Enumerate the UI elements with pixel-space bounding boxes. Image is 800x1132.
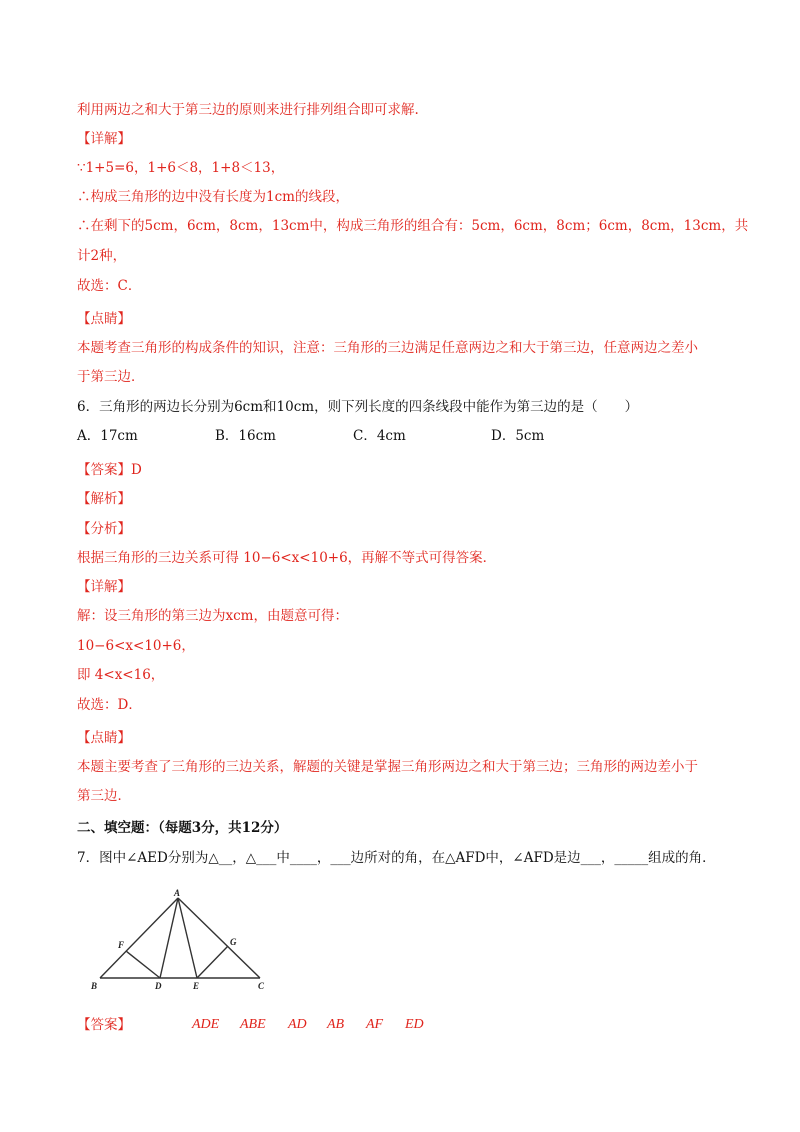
line-7: 故选：C． xyxy=(77,278,142,294)
option-d: D．5cm xyxy=(491,428,545,444)
answer-7-item: ED xyxy=(405,1017,424,1032)
triangle-figure xyxy=(85,888,285,1003)
question-6: 6．三角形的两边长分别为6cm和10cm，则下列长度的四条线段中能作为第三边的是（ ） xyxy=(77,399,639,415)
line-13: 10−6<x<10+6， xyxy=(77,638,195,654)
point-label-b: B xyxy=(91,981,98,991)
answer-7-item: ADE xyxy=(192,1017,220,1032)
point-label-g: G xyxy=(230,937,237,947)
line-11: 根据三角形的三边关系可得 10−6<x<10+6，再解不等式可得答案． xyxy=(77,550,497,566)
line-12: 解：设三角形的第三边为xcm，由题意可得： xyxy=(77,608,348,624)
section-title: 二、填空题：（每题3分，共12分） xyxy=(77,820,288,836)
answer-7-item: ABE xyxy=(240,1017,266,1032)
answer-7-item: AF xyxy=(366,1017,384,1032)
line-14: 即 4<x<16， xyxy=(77,667,165,683)
heading-analysis: 【解析】 xyxy=(77,491,131,507)
answer-7-label: 【答案】 xyxy=(77,1017,131,1033)
answer-7-item: AB xyxy=(327,1017,345,1032)
line-16: 本题主要考查了三角形的三边关系，解题的关键是掌握三角形两边之和大于第三边；三角形的两边差小于 xyxy=(77,759,698,775)
heading-comment: 【点睛】 xyxy=(77,311,131,327)
option-b: B．16cm xyxy=(215,428,276,444)
question-7: 7．图中∠AED分别为△__，△___中____，___边所对的角，在△AFD中，∠AFD是边___，_____组成的角． xyxy=(77,850,716,866)
line-5: ∴在剩下的5cm，6cm，8cm，13cm中，构成三角形的组合有：5cm，6cm，8cm；6cm，8cm，13cm，共 xyxy=(77,218,749,234)
heading-breakdown: 【分析】 xyxy=(77,521,131,537)
line-9: 本题考查三角形的构成条件的知识，注意：三角形的三边满足任意两边之和大于第三边，任意两边之差小 xyxy=(77,340,698,356)
option-a: A．17cm xyxy=(77,428,138,444)
option-c: C．4cm xyxy=(353,428,406,444)
point-label-a: A xyxy=(174,888,181,898)
answer-6: 【答案】D xyxy=(77,462,142,478)
point-label-f: F xyxy=(118,940,125,950)
line-1: 利用两边之和大于第三边的原则来进行排列组合即可求解. xyxy=(77,102,419,118)
line-3: ∵1+5=6，1+6＜8，1+8＜13， xyxy=(77,160,285,176)
point-label-d: D xyxy=(155,981,162,991)
line-15: 故选：D． xyxy=(77,697,142,713)
line-10: 于第三边． xyxy=(77,369,145,385)
answer-7-item: AD xyxy=(288,1017,307,1032)
point-label-c: C xyxy=(258,981,265,991)
line-17: 第三边． xyxy=(77,788,131,804)
point-label-e: E xyxy=(193,981,200,991)
heading-detail: 【详解】 xyxy=(77,131,131,147)
heading-comment-2: 【点睛】 xyxy=(77,730,131,746)
line-6: 计2种， xyxy=(77,248,127,264)
heading-detail-2: 【详解】 xyxy=(77,579,131,595)
line-4: ∴构成三角形的边中没有长度为1cm的线段， xyxy=(77,189,349,205)
